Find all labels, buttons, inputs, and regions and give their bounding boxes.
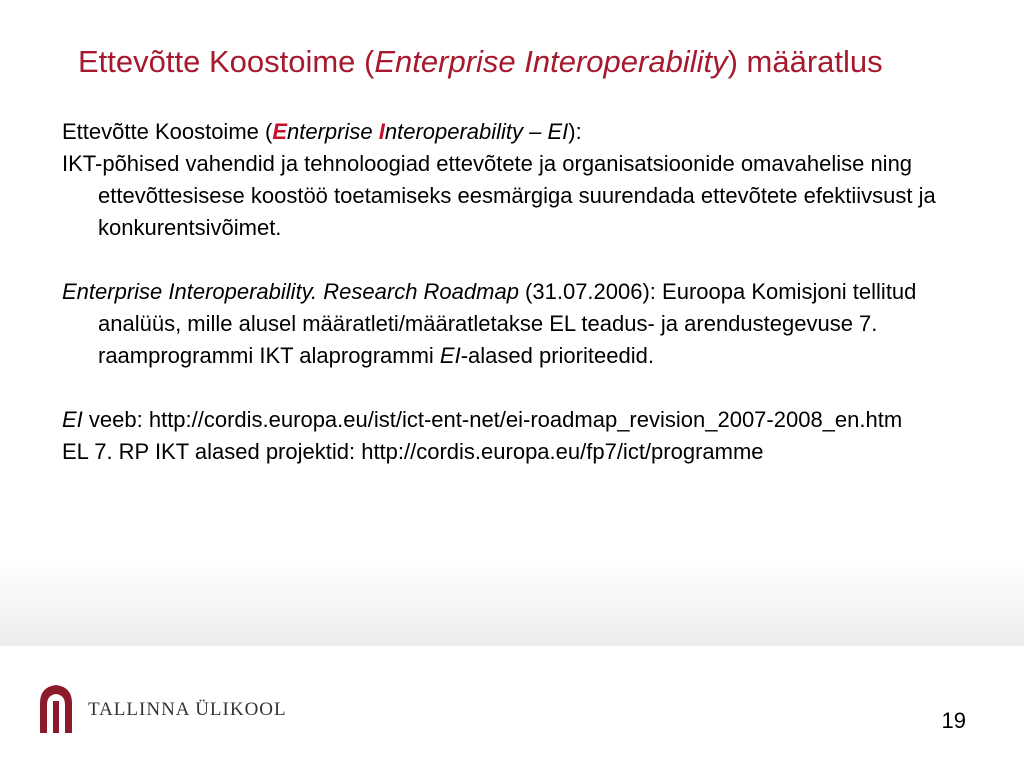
logo-text: TALLINNA ÜLIKOOL: [88, 699, 287, 720]
arch-logo-icon: [36, 683, 76, 735]
definition-line: Ettevõtte Koostoime (Enterprise Interoperability – EI):: [62, 119, 582, 144]
page-number: 19: [941, 708, 966, 733]
roadmap-paragraph: Enterprise Interoperability. Research Roadmap (31.07.2006): Euroopa Komisjoni tellitud analüüs, mille alusel määratleti/määratletakse EL teadus- ja arendustegevuse 7. raamprogrammi IKT alaprogrammi EI-alased prioriteedid.: [62, 279, 917, 368]
university-logo: [36, 683, 336, 733]
slide-content: [62, 116, 982, 468]
slide-title: Ettevõtte Koostoime (Enterprise Interoperability) määratlus: [78, 44, 883, 79]
projects-paragraph: EL 7. RP IKT alased projektid: http://cordis.europa.eu/fp7/ict/programme: [62, 439, 764, 464]
background-gradient: [0, 560, 1024, 648]
web-link-paragraph: EI veeb: http://cordis.europa.eu/ist/ict-ent-net/ei-roadmap_revision_2007-2008_en.htm: [62, 407, 903, 432]
definition-description: IKT-põhised vahendid ja tehnoloogiad ettevõtete ja organisatsioonide omavahelise ning ettevõttesisese koostöö toetamiseks eesmärgiga suurendada ettevõtete efektiivsust ja konkurentsivõimet.: [62, 151, 936, 240]
